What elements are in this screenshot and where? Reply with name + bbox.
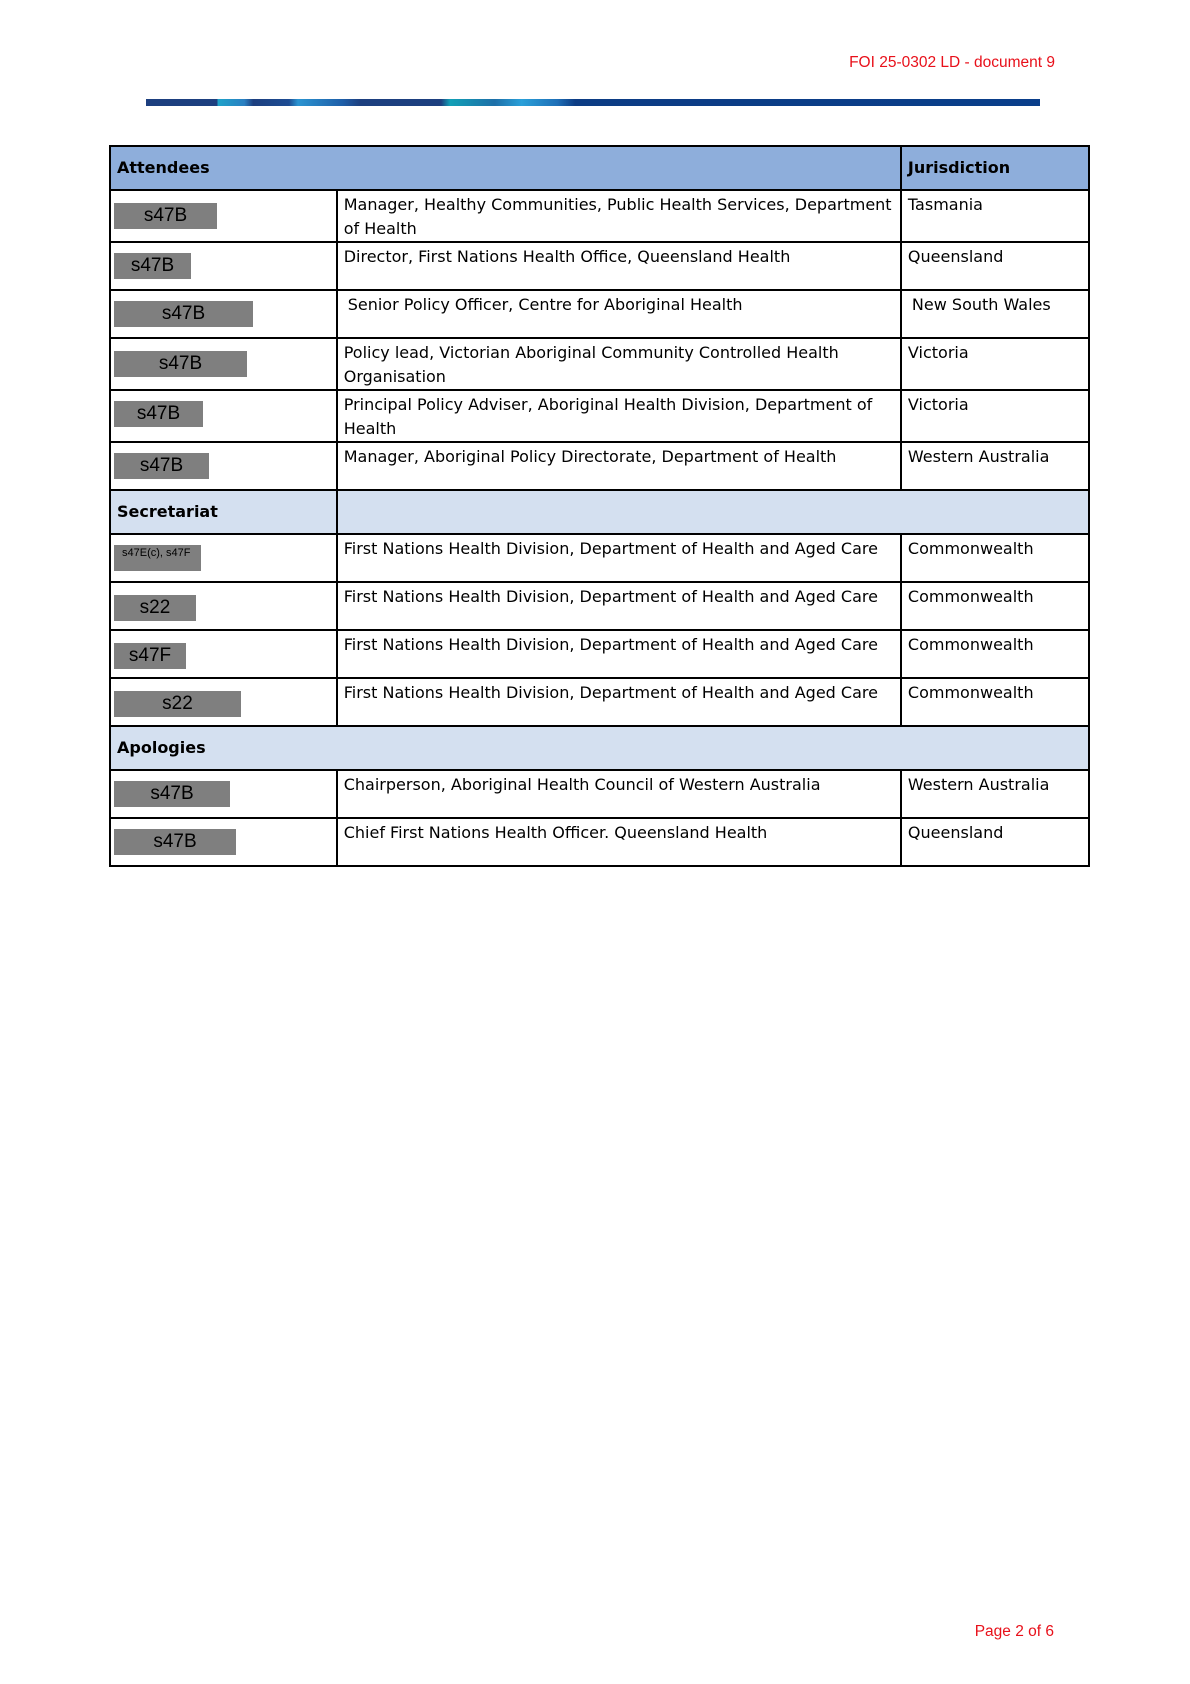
table-header-row bbox=[110, 146, 1089, 190]
redaction-box: s47B bbox=[114, 301, 253, 327]
jurisdiction-cell: Commonwealth bbox=[901, 678, 1089, 726]
jurisdiction-cell: Victoria bbox=[901, 338, 1089, 390]
jurisdiction-heading: Jurisdiction bbox=[901, 146, 1089, 190]
table-row bbox=[110, 770, 1089, 818]
table-row bbox=[110, 534, 1089, 582]
name-cell bbox=[110, 630, 337, 678]
name-cell bbox=[110, 242, 337, 290]
jurisdiction-cell: Victoria bbox=[901, 390, 1089, 442]
table-row bbox=[110, 338, 1089, 390]
jurisdiction-cell: Commonwealth bbox=[901, 630, 1089, 678]
redaction-box: s47B bbox=[114, 781, 230, 807]
attendees-heading: Attendees bbox=[110, 146, 901, 190]
role-cell: First Nations Health Division, Department of Health and Aged Care bbox=[337, 678, 901, 726]
role-cell: First Nations Health Division, Department of Health and Aged Care bbox=[337, 582, 901, 630]
redaction-box: s47B bbox=[114, 253, 191, 279]
jurisdiction-cell: Queensland bbox=[901, 242, 1089, 290]
apologies-section-row bbox=[110, 726, 1089, 770]
name-cell bbox=[110, 190, 337, 242]
role-cell: Chairperson, Aboriginal Health Council of Western Australia bbox=[337, 770, 901, 818]
page-number: Page 2 of 6 bbox=[974, 1623, 1054, 1640]
redaction-box: s22 bbox=[114, 691, 241, 717]
foi-reference: FOI 25-0302 LD - document 9 bbox=[849, 54, 1055, 71]
name-cell bbox=[110, 818, 337, 866]
header-color-bar bbox=[146, 99, 1040, 106]
jurisdiction-cell: New South Wales bbox=[901, 290, 1089, 338]
name-cell bbox=[110, 770, 337, 818]
redaction-box: s47B bbox=[114, 401, 203, 427]
redaction-box: s47B bbox=[114, 351, 247, 377]
table-row bbox=[110, 582, 1089, 630]
name-cell bbox=[110, 442, 337, 490]
table-row bbox=[110, 242, 1089, 290]
attendance-table bbox=[109, 145, 1090, 867]
table-row bbox=[110, 630, 1089, 678]
role-cell: Manager, Healthy Communities, Public Health Services, Department of Health bbox=[337, 190, 901, 242]
secretariat-heading: Secretariat bbox=[110, 490, 337, 534]
redaction-box: s22 bbox=[114, 595, 196, 621]
redaction-box: s47B bbox=[114, 203, 217, 229]
jurisdiction-cell: Commonwealth bbox=[901, 534, 1089, 582]
redaction-box: s47B bbox=[114, 453, 209, 479]
redaction-box: s47B bbox=[114, 829, 236, 855]
jurisdiction-cell: Western Australia bbox=[901, 770, 1089, 818]
role-cell: Director, First Nations Health Office, Queensland Health bbox=[337, 242, 901, 290]
jurisdiction-cell: Commonwealth bbox=[901, 582, 1089, 630]
table-row bbox=[110, 190, 1089, 242]
role-cell: Policy lead, Victorian Aboriginal Community Controlled Health Organisation bbox=[337, 338, 901, 390]
role-cell: First Nations Health Division, Department of Health and Aged Care bbox=[337, 630, 901, 678]
section-fill bbox=[337, 490, 1089, 534]
role-cell: Senior Policy Officer, Centre for Aboriginal Health bbox=[337, 290, 901, 338]
name-cell bbox=[110, 338, 337, 390]
jurisdiction-cell: Tasmania bbox=[901, 190, 1089, 242]
name-cell bbox=[110, 290, 337, 338]
role-cell: Principal Policy Adviser, Aboriginal Health Division, Department of Health bbox=[337, 390, 901, 442]
role-cell: Manager, Aboriginal Policy Directorate, Department of Health bbox=[337, 442, 901, 490]
name-cell bbox=[110, 582, 337, 630]
name-cell bbox=[110, 534, 337, 582]
role-cell: Chief First Nations Health Officer. Queensland Health bbox=[337, 818, 901, 866]
redaction-box: s47F bbox=[114, 643, 186, 669]
role-cell: First Nations Health Division, Department of Health and Aged Care bbox=[337, 534, 901, 582]
jurisdiction-cell: Western Australia bbox=[901, 442, 1089, 490]
redaction-box: s47E(c), s47F bbox=[114, 545, 201, 571]
table-row bbox=[110, 818, 1089, 866]
jurisdiction-cell: Queensland bbox=[901, 818, 1089, 866]
apologies-heading: Apologies bbox=[110, 726, 1089, 770]
table-row bbox=[110, 678, 1089, 726]
table-row bbox=[110, 290, 1089, 338]
secretariat-section-row bbox=[110, 490, 1089, 534]
table-row bbox=[110, 442, 1089, 490]
table-row bbox=[110, 390, 1089, 442]
name-cell bbox=[110, 678, 337, 726]
name-cell bbox=[110, 390, 337, 442]
